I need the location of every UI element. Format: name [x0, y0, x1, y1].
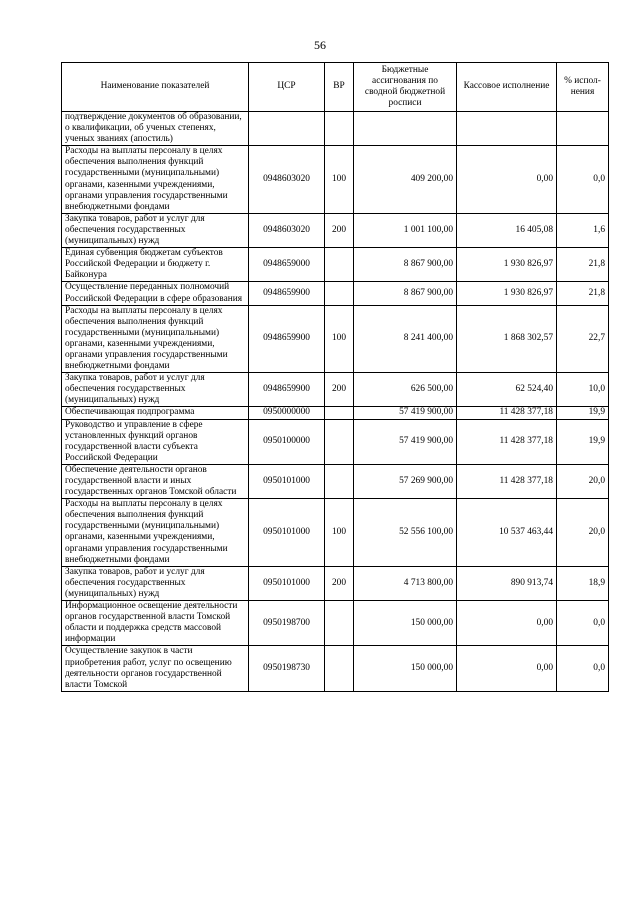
row-percent: 21,8: [557, 282, 609, 305]
table-row: [62, 566, 609, 600]
header-cash: Кассовое исполнение: [457, 63, 557, 112]
row-csr: 0948659900: [249, 373, 325, 407]
row-cash: 11 428 377,18: [457, 407, 557, 419]
page-number: 56: [314, 38, 326, 52]
row-vr: [325, 419, 354, 464]
row-budget: 57 419 900,00: [354, 419, 457, 464]
row-csr: 0950101000: [249, 499, 325, 567]
row-budget: 57 269 900,00: [354, 464, 457, 498]
row-percent: 0,0: [557, 601, 609, 646]
row-budget: 8 867 900,00: [354, 282, 457, 305]
row-percent: 20,0: [557, 464, 609, 498]
row-budget: 8 867 900,00: [354, 248, 457, 282]
row-name: Расходы на выплаты персоналу в целях обеспечения выполнения функций государственными (муниципальными) органами, казенными учреждениями, органами управления государственными внебюджетными фондами: [62, 305, 249, 373]
row-csr: 0950000000: [249, 407, 325, 419]
row-vr: [325, 112, 354, 146]
row-percent: 20,0: [557, 499, 609, 567]
table-row: [62, 305, 609, 373]
row-budget: 52 556 100,00: [354, 499, 457, 567]
row-name: Расходы на выплаты персоналу в целях обеспечения выполнения функций государственными (муниципальными) органами, казенными учреждениями, органами управления государственными внебюджетными фондами: [62, 499, 249, 567]
header-budget: Бюджетные ассигнования по сводной бюджетной росписи: [354, 63, 457, 112]
row-cash: 890 913,74: [457, 566, 557, 600]
row-cash: 1 930 826,97: [457, 248, 557, 282]
table-row: [62, 373, 609, 407]
row-budget: 150 000,00: [354, 601, 457, 646]
row-budget: 409 200,00: [354, 146, 457, 214]
row-name: Закупка товаров, работ и услуг для обеспечения государственных (муниципальных) нужд: [62, 566, 249, 600]
row-budget: 57 419 900,00: [354, 407, 457, 419]
row-name: Осуществление переданных полномочий Российской Федерации в сфере образования: [62, 282, 249, 305]
row-percent: 19,9: [557, 407, 609, 419]
row-csr: 0948659000: [249, 248, 325, 282]
row-csr: 0950101000: [249, 566, 325, 600]
row-cash: 16 405,08: [457, 213, 557, 247]
row-cash: 11 428 377,18: [457, 419, 557, 464]
table-row: [62, 248, 609, 282]
table-row: [62, 601, 609, 646]
row-percent: 0,0: [557, 146, 609, 214]
row-vr: [325, 464, 354, 498]
row-cash: 11 428 377,18: [457, 464, 557, 498]
row-cash: 0,00: [457, 646, 557, 691]
header-percent: % испол-нения: [557, 63, 609, 112]
row-vr: [325, 248, 354, 282]
row-budget: [354, 112, 457, 146]
row-cash: 0,00: [457, 146, 557, 214]
table-row: [62, 213, 609, 247]
table-row: [62, 407, 609, 419]
row-name: Закупка товаров, работ и услуг для обеспечения государственных (муниципальных) нужд: [62, 373, 249, 407]
row-budget: 1 001 100,00: [354, 213, 457, 247]
table-row: [62, 464, 609, 498]
table-row: [62, 646, 609, 691]
row-csr: 0950100000: [249, 419, 325, 464]
row-name: подтверждение документов об образовании, о квалификации, об ученых степенях, ученых званиях (апостиль): [62, 112, 249, 146]
header-name: Наименование показателей: [62, 63, 249, 112]
row-budget: 8 241 400,00: [354, 305, 457, 373]
row-cash: 1 868 302,57: [457, 305, 557, 373]
row-budget: 626 500,00: [354, 373, 457, 407]
row-name: Обеспечение деятельности органов государственной власти и иных государственных органов Томской области: [62, 464, 249, 498]
row-csr: 0950198730: [249, 646, 325, 691]
row-percent: 0,0: [557, 646, 609, 691]
table-row: [62, 419, 609, 464]
row-vr: [325, 601, 354, 646]
header-csr: ЦСР: [249, 63, 325, 112]
row-csr: 0948659900: [249, 282, 325, 305]
table-row: [62, 112, 609, 146]
row-vr: [325, 407, 354, 419]
row-cash: 10 537 463,44: [457, 499, 557, 567]
row-percent: 10,0: [557, 373, 609, 407]
row-percent: 18,9: [557, 566, 609, 600]
row-percent: [557, 112, 609, 146]
table-header-row: [62, 63, 609, 112]
row-name: Единая субвенция бюджетам субъектов Российской Федерации и бюджету г. Байконура: [62, 248, 249, 282]
row-budget: 4 713 800,00: [354, 566, 457, 600]
row-vr: 200: [325, 213, 354, 247]
row-vr: 100: [325, 146, 354, 214]
row-percent: 22,7: [557, 305, 609, 373]
table-row: [62, 146, 609, 214]
row-csr: 0948603020: [249, 213, 325, 247]
header-vr: ВР: [325, 63, 354, 112]
row-vr: 200: [325, 566, 354, 600]
row-csr: 0948659900: [249, 305, 325, 373]
row-name: Информационное освещение деятельности органов государственной власти Томской области и поддержка средств массовой информации: [62, 601, 249, 646]
table-body: [62, 112, 609, 692]
row-cash: [457, 112, 557, 146]
row-csr: 0948603020: [249, 146, 325, 214]
row-percent: 19,9: [557, 419, 609, 464]
row-budget: 150 000,00: [354, 646, 457, 691]
row-cash: 0,00: [457, 601, 557, 646]
row-name: Обеспечивающая подпрограмма: [62, 407, 249, 419]
table-row: [62, 282, 609, 305]
row-csr: 0950198700: [249, 601, 325, 646]
row-vr: 100: [325, 499, 354, 567]
row-cash: 1 930 826,97: [457, 282, 557, 305]
row-vr: [325, 282, 354, 305]
row-name: Закупка товаров, работ и услуг для обеспечения государственных (муниципальных) нужд: [62, 213, 249, 247]
row-name: Осуществление закупок в части приобретения работ, услуг по освещению деятельности органов государственной власти Томской: [62, 646, 249, 691]
budget-execution-table: [61, 62, 609, 692]
row-percent: 1,6: [557, 213, 609, 247]
row-vr: 100: [325, 305, 354, 373]
row-vr: 200: [325, 373, 354, 407]
row-csr: [249, 112, 325, 146]
row-name: Расходы на выплаты персоналу в целях обеспечения выполнения функций государственными (муниципальными) органами, казенными учреждениями, органами управления государственными внебюджетными фондами: [62, 146, 249, 214]
row-percent: 21,8: [557, 248, 609, 282]
row-name: Руководство и управление в сфере установленных функций органов государственной власти субъекта Российской Федерации: [62, 419, 249, 464]
row-cash: 62 524,40: [457, 373, 557, 407]
row-vr: [325, 646, 354, 691]
table-row: [62, 499, 609, 567]
row-csr: 0950101000: [249, 464, 325, 498]
